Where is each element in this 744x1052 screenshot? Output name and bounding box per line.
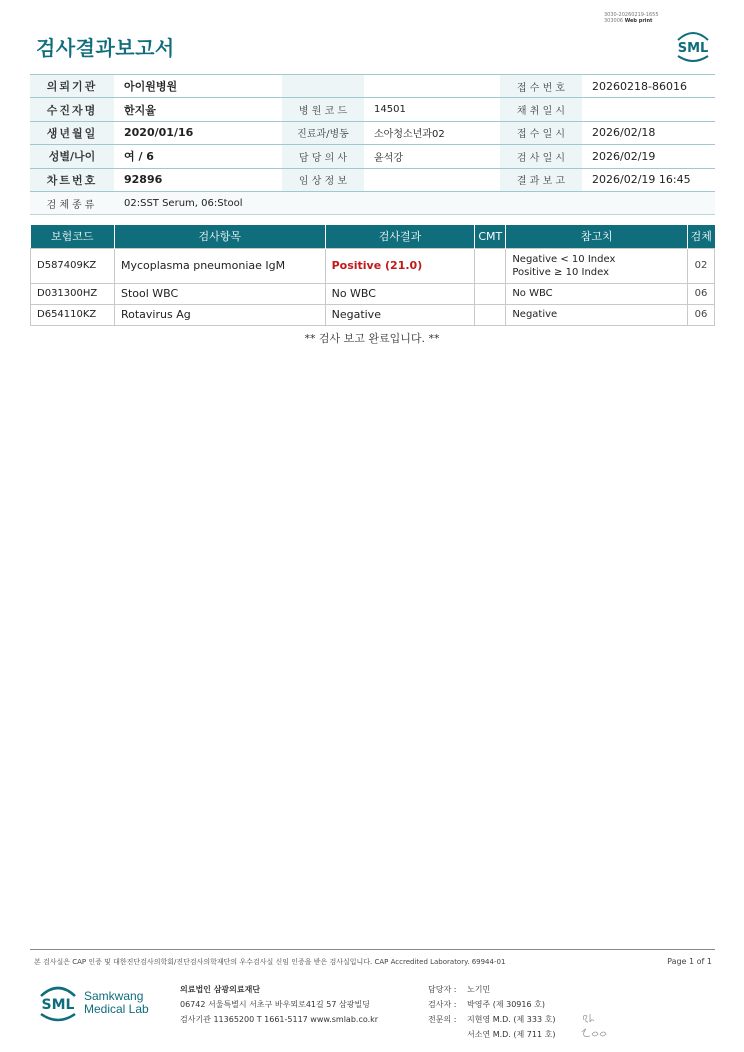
staff-name: 박영주 (제 30916 호) <box>467 1000 545 1009</box>
info-row-birth <box>30 122 715 145</box>
header-insurance-code: 보험코드 <box>31 225 115 248</box>
table-row <box>31 283 715 304</box>
cell-code: D587409KZ <box>31 248 115 283</box>
label-received-date: 접 수 일 시 <box>500 122 582 144</box>
label-patient-name: 수진자명 <box>30 98 114 120</box>
staff-line <box>428 1027 555 1042</box>
cell-result: Negative <box>325 304 475 325</box>
label-report-date: 결 과 보 고 <box>500 169 582 191</box>
print-code-value: 303006 <box>604 18 624 24</box>
header-specimen: 검체 <box>687 225 714 248</box>
logo-text: SML <box>677 41 709 56</box>
cell-cmt <box>475 248 506 283</box>
cell-specimen: 06 <box>687 283 714 304</box>
report-title: 검사결과보고서 <box>36 36 175 60</box>
brand-name <box>84 990 149 1016</box>
staff-line <box>428 982 555 997</box>
brand-line-2: Medical Lab <box>84 1002 149 1016</box>
reference-negative: Negative < 10 Index <box>512 253 616 265</box>
info-row-sex-age <box>30 145 715 168</box>
cell-item: Rotavirus Ag <box>114 304 325 325</box>
staff-name: 지현영 M.D. (제 333 호) <box>467 1015 556 1024</box>
print-info <box>604 12 659 24</box>
label-chart-no: 차트번호 <box>30 169 114 191</box>
label-birth-date: 생년월일 <box>30 122 114 144</box>
staff-role: 담당자 : <box>428 985 457 994</box>
label-department: 진료과/병동 <box>282 122 364 144</box>
label-doctor: 담 당 의 사 <box>282 145 364 167</box>
value-specimen-type: 02:SST Serum, 06:Stool <box>124 197 243 209</box>
header-test-result: 검사결과 <box>325 225 475 248</box>
value-accession-no: 20260218-86016 <box>592 79 687 93</box>
value-chart-no: 92896 <box>124 173 163 187</box>
cell-specimen: 06 <box>687 304 714 325</box>
cell-specimen: 02 <box>687 248 714 283</box>
results-table <box>30 225 715 326</box>
cell-code: D654110KZ <box>31 304 115 325</box>
footer-divider <box>30 949 715 950</box>
value-doctor: 윤석강 <box>374 152 403 164</box>
value-collection-date <box>582 98 715 120</box>
header-cmt: CMT <box>475 225 506 248</box>
label-test-date: 검 사 일 시 <box>500 145 582 167</box>
info-row-institution <box>30 75 715 98</box>
value-received-date: 2026/02/18 <box>592 126 656 140</box>
table-row <box>31 304 715 325</box>
cell-result: No WBC <box>325 283 475 304</box>
footer-logo-text: SML <box>41 997 75 1013</box>
value-report-date: 2026/02/19 16:45 <box>592 173 691 187</box>
staff-name: 서소연 M.D. (제 711 호) <box>467 1030 556 1039</box>
value-hospital-code: 14501 <box>374 104 406 116</box>
signature-icon <box>578 1010 610 1042</box>
print-code <box>604 18 659 24</box>
organization-name: 의료법인 삼광의료재단 <box>180 985 261 994</box>
staff-line <box>428 1012 555 1027</box>
print-mode: Web print <box>624 18 653 24</box>
report-complete-note: ** 검사 보고 완료입니다. ** <box>304 332 440 345</box>
staff-role: 전문의 : <box>428 1015 457 1024</box>
value-test-date: 2026/02/19 <box>592 149 656 163</box>
value-institution: 아이원병원 <box>124 80 178 94</box>
header-reference: 참고치 <box>506 225 688 248</box>
table-row <box>31 248 715 283</box>
cell-cmt <box>475 304 506 325</box>
label-clinical-info: 임 상 정 보 <box>282 169 364 191</box>
cell-reference <box>506 248 688 283</box>
staff-name: 노기민 <box>467 985 491 994</box>
cell-item: Stool WBC <box>114 283 325 304</box>
value-department: 소아청소년과02 <box>374 129 445 141</box>
certification-text: 본 검사실은 CAP 인증 및 대한진단검사의학회/진단검사의학재단의 우수검사실 신임 인증을 받은 검사실입니다. CAP Accredited Laboratory. 69944-01 <box>34 958 506 966</box>
cell-code: D031300HZ <box>31 283 115 304</box>
page-number: Page 1 of 1 <box>667 957 712 966</box>
cell-cmt <box>475 283 506 304</box>
label-institution: 의뢰기관 <box>30 75 114 97</box>
brand-line-1: Samkwang <box>84 989 144 1003</box>
staff-role <box>428 1027 467 1042</box>
value-birth-date: 2020/01/16 <box>124 126 194 140</box>
patient-info-table <box>30 74 715 215</box>
cell-result-positive: Positive (21.0) <box>325 248 475 283</box>
sml-footer-logo-icon <box>36 980 80 1026</box>
organization-address: 06742 서울특별시 서초구 바우뫼로41길 57 삼광빌딩 <box>180 1000 370 1009</box>
value-clinical-info <box>364 169 500 191</box>
reference-positive: Positive ≥ 10 Index <box>512 266 610 278</box>
organization-info <box>180 982 378 1027</box>
value-patient-name: 한지율 <box>124 103 156 117</box>
info-row-specimen <box>30 192 715 215</box>
staff-line <box>428 997 555 1012</box>
staff-info <box>428 982 555 1042</box>
sml-logo-icon <box>672 26 714 64</box>
label-hospital-code: 병 원 코 드 <box>282 98 364 120</box>
label-empty <box>282 75 364 97</box>
label-sex-age: 성별/나이 <box>30 145 114 167</box>
info-row-patient <box>30 98 715 121</box>
label-specimen-type: 검체종류 <box>46 199 98 211</box>
cell-reference: No WBC <box>506 283 688 304</box>
label-collection-date: 채 취 일 시 <box>500 98 582 120</box>
cell-item: Mycoplasma pneumoniae IgM <box>114 248 325 283</box>
organization-contact: 검사기관 11365200 T 1661-5117 www.smlab.co.kr <box>180 1015 379 1024</box>
value-empty <box>364 75 500 97</box>
value-sex-age: 여 / 6 <box>124 150 154 164</box>
staff-role: 검사자 : <box>428 1000 457 1009</box>
results-header-row <box>31 225 715 248</box>
label-accession-no: 접 수 번 호 <box>500 75 582 97</box>
print-id: 3030-20260219-1655 <box>604 12 659 18</box>
header-test-item: 검사항목 <box>114 225 325 248</box>
info-row-chart <box>30 169 715 192</box>
cell-reference: Negative <box>506 304 688 325</box>
